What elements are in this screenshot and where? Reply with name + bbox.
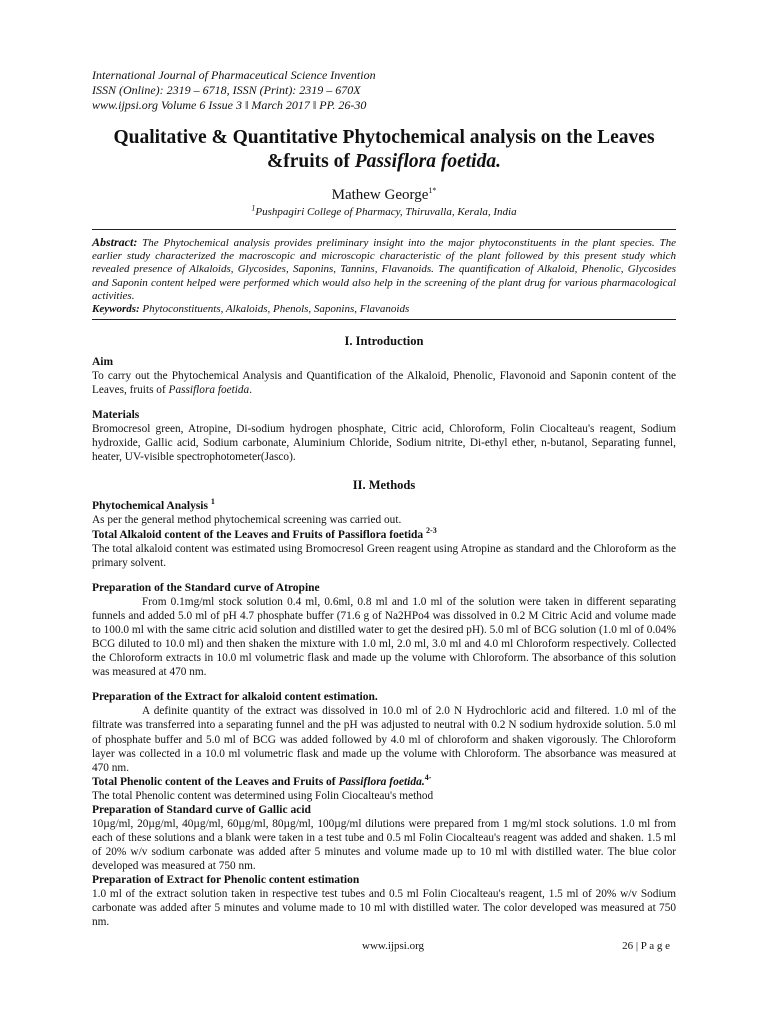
section-heading-introduction: I. Introduction xyxy=(344,334,424,349)
phenolic-extract-heading: Preparation of Extract for Phenolic content estimation xyxy=(92,874,360,887)
phyto-paragraph: As per the general method phytochemical screening was carried out. xyxy=(92,514,402,527)
aim-species: Passiflora foetida xyxy=(168,384,250,397)
phenolic-paragraph: The total Phenolic content was determined using Folin Ciocalteau's method xyxy=(92,789,434,802)
aim-paragraph xyxy=(92,369,676,397)
gallic-paragraph: 10µg/ml, 20µg/ml, 40µg/ml, 60µg/ml, 80µg/ml, 100µg/ml dilutions were prepared from 1 mg/ml stock solutions. 1.0 ml from each of these solutions and a blank were taken in a test tube and 0.5 ml Folin Ciocalteau's reagent was added and shaken. 1.5 ml of 20% w/v sodium carbonate was added after 5 minutes and volume made up to 10 ml with distilled water. The blue color developed was measured at 750 nm. xyxy=(92,817,676,873)
abstract xyxy=(92,236,676,303)
keywords-text: Phytoconstituents, Alkaloids, Phenols, Saponins, Flavanoids xyxy=(142,303,410,316)
phyto-label: Phytochemical Analysis xyxy=(92,500,208,513)
divider-top xyxy=(92,229,676,230)
aim-end: . xyxy=(249,384,253,397)
phenolic-heading xyxy=(92,772,676,789)
atropine-heading: Preparation of the Standard curve of Atropine xyxy=(92,581,320,594)
atropine-paragraph: From 0.1mg/ml stock solution 0.4 ml, 0.6ml, 0.8 ml and 1.0 ml of the solution were taken in different separating funnels and added 5.0 ml of pH 4.7 phosphate buffer (71.6 g of Na2HPo4 was dissolved in 0.2 M Citric Acid and volume made to 100.0 ml with the same citric acid solution and distilled water to get the desired pH). 5.0 ml of BCG solution (1.0 ml of 0.04% BCG diluted to 10.0 ml) and then shaken the mixture with 1.0 ml, 2.0 ml, 3.0 ml and 4.0 ml Chloroform respectively. Collected the Chloroform extracts in 10.0 ml volumetric flask and made up the volume with Chloroform. The absorbance of this solution was measured at 470 nm. xyxy=(92,595,676,679)
affiliation-marker: 1 xyxy=(251,203,256,213)
title-main: Qualitative & Quantitative Phytochemical analysis on the Leaves &fruits of xyxy=(113,127,655,172)
journal-name: International Journal of Pharmaceutical Science Invention xyxy=(92,68,376,82)
section-heading-methods: II. Methods xyxy=(352,478,416,493)
phyto-ref: 1 xyxy=(210,497,215,507)
page-number: 26 | P a g e xyxy=(622,940,670,952)
footer-url[interactable]: www.ijpsi.org xyxy=(362,940,425,952)
phenolic-species: Passiflora foetida. xyxy=(338,775,425,788)
divider-bottom xyxy=(92,319,676,320)
abstract-text: The Phytochemical analysis provides preliminary insight into the major phytoconstituents in the plant species. The earlier study characterized the macroscopic and microscopic characteristic of the plant followed by this present study which revealed presence of Alkaloids, Glycosides, Saponins, Tannins, Flavanoids. The quantification of Alkaloid, Phenolic, Glycosides and Saponin content helped were performed which would also help in the screening of the plant drug for various pharmacological activities. xyxy=(92,237,676,302)
author-marker: 1* xyxy=(428,186,437,195)
page-footer xyxy=(92,940,676,954)
title-species: Passiflora foetida. xyxy=(354,151,501,172)
paper-page xyxy=(92,68,676,930)
alkaloid-paragraph: The total alkaloid content was estimated using Bromocresol Green reagent using Atropine as standard and the Chloroform as the primary solvent. xyxy=(92,542,676,569)
alkaloid-heading xyxy=(92,525,676,542)
affiliation xyxy=(92,205,676,219)
aim-heading: Aim xyxy=(92,356,114,369)
phyto-heading xyxy=(92,499,676,513)
materials-paragraph: Bromocresol green, Atropine, Di-sodium hydrogen phosphate, Citric acid, Chloroform, Folin Ciocalteau's reagent, Sodium hydroxide, Gallic acid, Sodium carbonate, Aluminium Chloride, Sodium nitrite, Di-ethyl ether, n-butanol, Separating funnel, heater, UV-visible spectrophotometer(Jasco). xyxy=(92,423,676,464)
abstract-label: Abstract: xyxy=(92,235,138,249)
affiliation-text: Pushpagiri College of Pharmacy, Thiruvalla, Kerala, India xyxy=(255,206,517,218)
alkaloid-extract-heading: Preparation of the Extract for alkaloid content estimation. xyxy=(92,691,378,704)
aim-text: To carry out the Phytochemical Analysis and Quantification of the Alkaloid, Phenolic, Flavonoid and Saponin content of the Leaves, fruits of xyxy=(92,370,676,397)
paper-title xyxy=(92,126,676,174)
alkaloid-extract-paragraph: A definite quantity of the extract was dissolved in 10.0 ml of 2.0 N Hydrochloric acid and filtered. 1.0 ml of the filtrate was transferred into a separating funnel and the pH was adjusted to neutral with 0.2 N sodium hydroxide solution. 5.0 ml of phosphate buffer and 5.0 ml of BCG was added followed by 4.0 ml of chloroform and shaken vigorously. The Chloroform layer was collected in a 10.0 ml volumetric flask and made up the volume with Chloroform. The absorbance was measured at 470 nm. xyxy=(92,705,676,774)
phenolic-extract-paragraph: 1.0 ml of the extract solution taken in respective test tubes and 0.5 ml Folin Ciocalteau's reagent, 1.5 ml of 20% w/v Sodium carbonate was added after 5 minutes and volume made to 10 ml with distilled water. The color developed was measured at 750 nm. xyxy=(92,888,676,929)
author xyxy=(92,186,676,204)
phenolic-label: Total Phenolic content of the Leaves and Fruits of xyxy=(92,775,336,788)
journal-issn: ISSN (Online): 2319 – 6718, ISSN (Print): 2319 – 670X xyxy=(92,83,361,97)
phenolic-ref: 4- xyxy=(424,772,432,782)
journal-volume: www.ijpsi.org Volume 6 Issue 3 ǁ March 2017 ǁ PP. 26-30 xyxy=(92,98,367,112)
materials-heading: Materials xyxy=(92,409,140,422)
keywords xyxy=(92,303,676,316)
keywords-label: Keywords: xyxy=(92,303,140,316)
alkaloid-ref: 2-3 xyxy=(426,525,437,535)
author-name: Mathew George xyxy=(331,187,429,203)
gallic-heading: Preparation of Standard curve of Gallic acid xyxy=(92,803,311,816)
alkaloid-label: Total Alkaloid content of the Leaves and Fruits of Passiflora foetida xyxy=(92,528,424,541)
